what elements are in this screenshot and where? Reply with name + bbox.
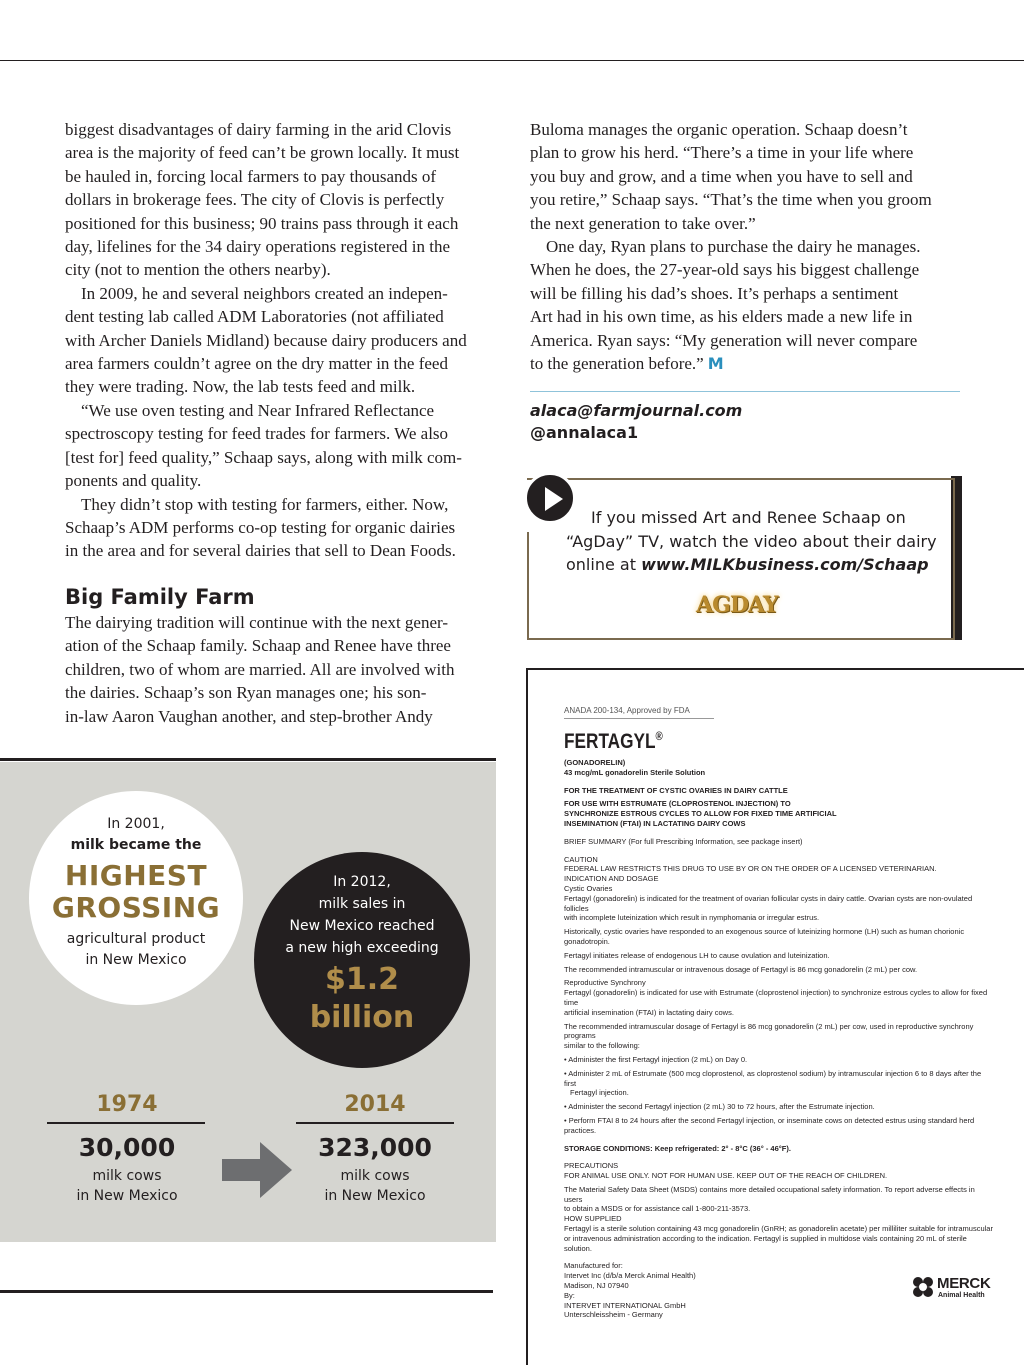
ad-text: artificial insemination (FTAI) in lactating dairy cows.: [564, 1007, 734, 1017]
ad-manufacturer: INTERVET INTERNATIONAL GmbH: [564, 1300, 686, 1310]
circle-text: milk sales in: [318, 896, 406, 912]
circle-highlight: billion: [309, 1000, 415, 1035]
ad-heading: INDICATION AND DOSAGE: [564, 874, 659, 884]
author-contact: [530, 400, 742, 444]
author-email-link[interactable]: alaca@farmjournal.com: [530, 401, 743, 420]
text-line: “AgDay” TV, watch the video about their dairy: [566, 531, 937, 551]
ad-text: with incomplete luteinization which result in nymphomania or irregular estrus.: [564, 913, 820, 923]
infographic-top-rule: [0, 758, 496, 761]
ad-bullet: Fertagyl injection.: [570, 1088, 629, 1098]
article-right-column: [530, 118, 970, 375]
ad-text: FOR ANIMAL USE ONLY. NOT FOR HUMAN USE. KEEP OUT OF THE REACH OF CHILDREN.: [564, 1171, 888, 1181]
spacer: [564, 1253, 994, 1261]
spacer: [564, 1136, 994, 1144]
text-line: dent testing lab called ADM Laboratories (not affiliated: [65, 307, 444, 327]
infographic-bottom-rule: [0, 1290, 493, 1293]
stat-count-1974: 30,000: [78, 1133, 176, 1162]
merck-logo-name: MERCK: [937, 1275, 991, 1292]
spacer: [564, 829, 994, 837]
text-line: area is the majority of feed can’t be grown locally. It must: [65, 143, 460, 163]
ad-title-text: FERTAGYL: [564, 730, 656, 753]
ad-text: The Material Safety Data Sheet (MSDS) contains more detailed occupational safety information. To report adverse effects in users: [564, 1184, 975, 1204]
ad-storage: STORAGE CONDITIONS: Keep refrigerated: 2° - 8°C (36° - 46°F).: [564, 1143, 791, 1153]
text-line: They didn’t stop with testing for farmers, either. Now,: [81, 494, 449, 514]
stat-circle-highest-grossing: [29, 791, 243, 1005]
divider: [530, 391, 960, 392]
ad-bullet: • Perform FTAI 8 to 24 hours after the second Fertagyl injection, or inseminate cows on detected estrus using standard herd practices.: [564, 1115, 975, 1135]
text-line: they were trading. Now, the lab tests feed and milk.: [65, 377, 416, 397]
text-line: in-law Aaron Vaughan another, and step-brother Andy: [65, 706, 433, 726]
ad-manufacturer: Madison, NJ 07940: [564, 1281, 629, 1291]
stat-label: milk cows: [340, 1168, 410, 1184]
circle-text: New Mexico reached: [289, 918, 435, 934]
text-line: area farmers couldn’t agree on the dry matter in the feed: [65, 354, 448, 374]
registered-mark: ®: [655, 729, 663, 743]
ad-heading: CAUTION: [564, 854, 598, 864]
ad-manufacturer: By:: [564, 1290, 575, 1300]
ad-approval-text: ANADA 200-134, Approved by FDA: [564, 706, 714, 719]
ad-text: The recommended intramuscular dosage of Fertagyl is 86 mcg gonadorelin (2 mL) per cow, used in reproductive synchrony programs: [564, 1021, 974, 1041]
video-promo-text: [566, 506, 946, 577]
text-line: biggest disadvantages of dairy farming in the arid Clovis: [65, 120, 452, 139]
year-rule: [296, 1122, 454, 1124]
stat-label: milk cows: [92, 1168, 162, 1184]
ad-brief: BRIEF SUMMARY (For full Prescribing Information, see package insert): [564, 836, 803, 846]
text-line: day, lifelines for the 34 dairy operations registered in the: [65, 237, 451, 257]
agday-logo: AGDAY: [696, 592, 778, 618]
spacer: [564, 1153, 994, 1161]
text-line: [test for] feed quality,” Schaap says, along with milk com-: [65, 447, 462, 467]
text-line: the next generation to take over.”: [530, 213, 756, 233]
ad-heading: HOW SUPPLIED: [564, 1214, 622, 1224]
text-line: ponents and quality.: [65, 471, 202, 491]
ad-use: SYNCHRONIZE ESTROUS CYCLES TO ALLOW FOR FIXED TIME ARTIFICIAL: [564, 809, 837, 819]
text-line: with Archer Daniels Midland) because dairy producers and: [65, 330, 467, 350]
text-prefix: online at: [566, 555, 642, 574]
text-line: Buloma manages the organic operation. Schaap doesn’t: [530, 120, 908, 139]
circle-text: a new high exceeding: [285, 940, 439, 956]
text-line: spectroscopy testing for feed trades for farmers. We also: [65, 424, 449, 444]
spacer: [564, 847, 994, 855]
ad-text: or intravenous administration according to the indication. Fertagyl is supplied in multidose vials containing 20 mL of sterile solution.: [564, 1233, 967, 1253]
ad-use: FOR USE WITH ESTRUMATE (CLOPROSTENOL INJECTION) TO: [564, 799, 791, 809]
section-subhead: Big Family Farm: [65, 585, 255, 609]
text-line: positioned for this business; 90 trains pass through it each: [65, 213, 459, 233]
top-rule: [0, 60, 1024, 61]
year-rule: [47, 1122, 205, 1124]
stat-count-2014: 323,000: [318, 1133, 432, 1162]
circle-text: In 2012,: [333, 874, 391, 890]
ad-product-title: [564, 729, 917, 754]
end-mark: M: [707, 354, 724, 374]
text-line: ation of the Schaap family. Schaap and Renee have three: [65, 636, 451, 656]
video-box-left-border: [527, 532, 529, 640]
stat-year-1974: 1974: [96, 1092, 158, 1117]
text-line: you retire,” Schaap says. “That’s the time when you groom: [530, 190, 932, 210]
ad-bullet: • Administer 2 mL of Estrumate (500 mcg cloprostenol, as cloprostenol sodium) by intramuscular injection 6 to 8 days after the first: [564, 1068, 982, 1088]
circle-text: milk became the: [70, 837, 202, 853]
circle-highlight: HIGHEST: [64, 859, 208, 892]
ad-manufacturer: Manufactured for:: [564, 1261, 623, 1271]
text-line: One day, Ryan plans to purchase the dairy he manages.: [546, 237, 921, 257]
play-triangle: [545, 487, 563, 511]
text-line: [566, 553, 946, 577]
ad-use: INSEMINATION (FTAI) IN LACTATING DAIRY COWS: [564, 818, 746, 828]
text-line-content: to the generation before.”: [530, 354, 704, 374]
circle-text: agricultural product: [66, 931, 206, 947]
text-line: you buy and grow, and a time when you have to sell and: [530, 166, 913, 186]
ad-text: Historically, cystic ovaries have responded to an exogenous source of luteinizing hormone (LH) such as human chorionic gonadotropin.: [564, 927, 965, 946]
stat-label: in New Mexico: [324, 1188, 426, 1204]
author-handle-link[interactable]: @annalaca1: [530, 423, 639, 442]
stat-label: in New Mexico: [76, 1188, 178, 1204]
merck-logo-icon: [912, 1276, 934, 1298]
ad-text: Fertagyl (gonadorelin) is indicated for use with Estrumate (cloprostenol injection) to synchronize estrous cycles to allow for fixed time: [564, 988, 988, 1007]
ad-text: similar to the following:: [564, 1041, 640, 1051]
ad-text: to obtain a MSDS or for assistance call 1-800-211-3573.: [564, 1204, 751, 1214]
ad-text: The recommended intramuscular or intravenous dosage of Fertagyl is 86 mcg gonadorelin (2 mL) per cow.: [564, 964, 918, 974]
ad-use: FOR THE TREATMENT OF CYSTIC OVARIES IN DAIRY CATTLE: [564, 785, 788, 795]
circle-text: In 2001,: [107, 816, 165, 832]
ad-bullet: • Administer the first Fertagyl injection (2 mL) on Day 0.: [564, 1054, 748, 1064]
text-line: be hauled in, forcing local farmers to pay thousands of: [65, 166, 437, 186]
text-line-last: [530, 352, 970, 375]
text-line: In 2009, he and several neighbors created an indepen-: [81, 283, 448, 303]
right-arrow-icon: [222, 1142, 292, 1198]
video-url-link[interactable]: www.MILKbusiness.com/Schaap: [641, 555, 929, 574]
merck-logo-sub: Animal Health: [938, 1292, 985, 1299]
text-line: children, two of whom are married. All are involved with: [65, 659, 455, 679]
spacer: [564, 778, 994, 786]
ad-heading: Reproductive Synchrony: [564, 978, 646, 988]
circle-highlight: $1.2: [324, 962, 400, 997]
circle-text: in New Mexico: [85, 952, 187, 968]
text-line: plan to grow his herd. “There’s a time in your life where: [530, 143, 914, 163]
merck-logo: [912, 1274, 992, 1304]
text-line: America. Ryan says: “My generation will never compare: [530, 330, 918, 350]
ad-generic: (GONADORELIN): [564, 758, 626, 767]
circle-highlight: GROSSING: [51, 891, 221, 924]
text-line: will be filling his dad’s shoes. It’s perhaps a sentiment: [530, 283, 899, 303]
ad-heading: PRECAUTIONS: [564, 1161, 619, 1171]
text-line: When he does, the 27-year-old says his biggest challenge: [530, 260, 920, 280]
ad-content: [564, 706, 994, 1320]
article-left-column-continued: [65, 611, 505, 728]
ad-bullet: • Administer the second Fertagyl injection (2 mL) 30 to 72 hours, after the Estrumate injection.: [564, 1102, 875, 1112]
article-left-column: [65, 118, 505, 563]
ad-text: Fertagyl initiates release of endogenous LH to cause ovulation and luteinization.: [564, 950, 830, 960]
ad-strength: 43 mcg/mL gonadorelin Sterile Solution: [564, 767, 706, 777]
ad-manufacturer: Intervet Inc (d/b/a Merck Animal Health): [564, 1271, 696, 1281]
text-line: The dairying tradition will continue with the next gener-: [65, 613, 448, 632]
ad-text: Fertagyl (gonadorelin) is indicated for the treatment of ovarian follicular cysts in dairy cattle. Ovarian cysts are non-ovulated follicles: [564, 893, 973, 913]
ad-manufacturer: Unterschleissheim - Germany: [564, 1310, 663, 1320]
text-line: in the area and for several dairies that sell to Dean Foods.: [65, 541, 456, 561]
ad-text: Fertagyl is a sterile solution containing 43 mcg gonadorelin (GnRH; as gonadorelin acetate) per milliliter suitable for intramuscular: [564, 1224, 993, 1234]
stat-circle-milk-sales: [254, 852, 470, 1068]
ad-text: FEDERAL LAW RESTRICTS THIS DRUG TO USE BY OR ON THE ORDER OF A LICENSED VETERINARIAN.: [564, 864, 937, 874]
text-line: city (not to mention the others nearby).: [65, 260, 331, 280]
text-line: the dairies. Schaap’s son Ryan manages one; his son-: [65, 683, 427, 703]
text-line: Art had in his own time, as his elders made a new life in: [530, 307, 913, 327]
text-line: Schaap’s ADM performs co-op testing for organic dairies: [65, 517, 456, 537]
text-line: “We use oven testing and Near Infrared Reflectance: [81, 400, 435, 420]
text-line: dollars in brokerage fees. The city of Clovis is perfectly: [65, 190, 445, 210]
stat-year-2014: 2014: [344, 1092, 406, 1117]
text-line: If you missed Art and Renee Schaap on: [591, 508, 906, 527]
ad-heading: Cystic Ovaries: [564, 883, 613, 893]
